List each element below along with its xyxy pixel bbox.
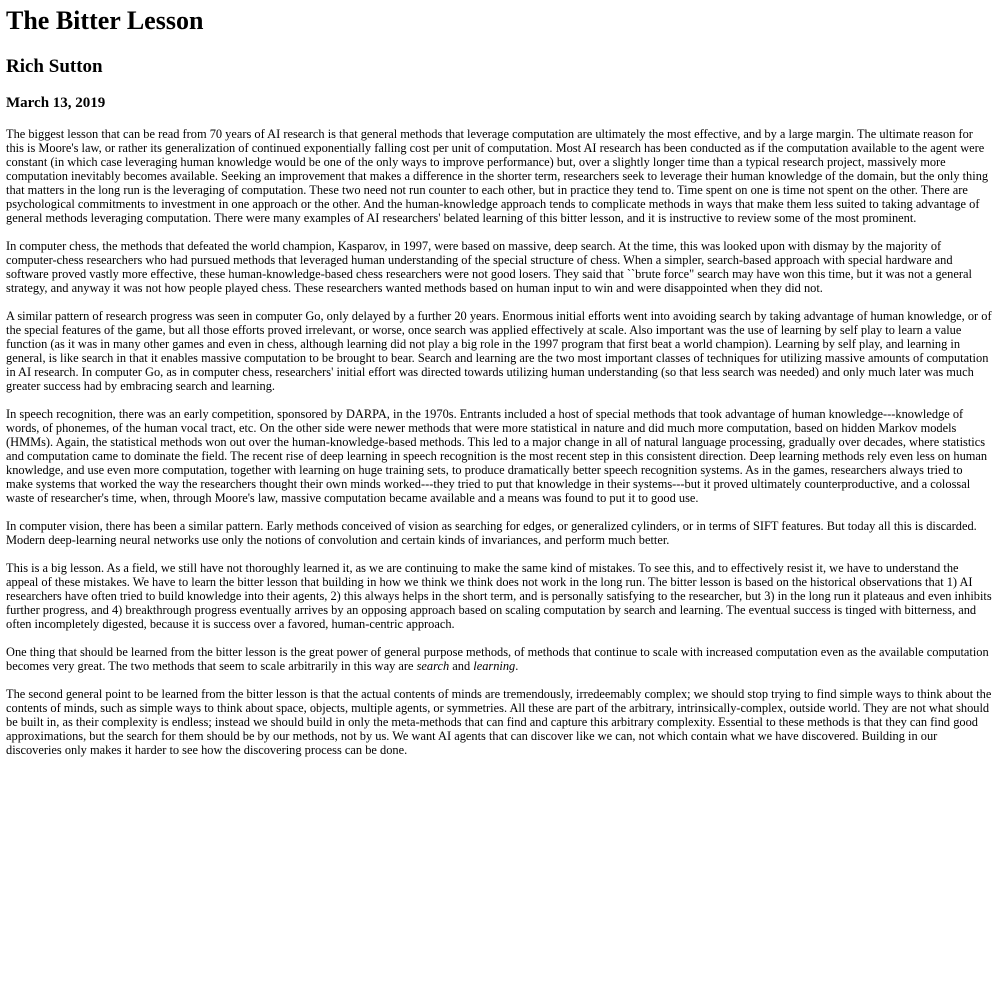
paragraph-3: A similar pattern of research progress was seen in computer Go, only delayed by a further 20 years. Enormous initial efforts went into avoiding search by taking advantage of human knowledge, or of the special features of the game, but all those efforts proved irrelevant, or worse, once search was applied effectively at scale. Also important was the use of learning by self play to learn a value function (as it was in many other games and even in chess, although learning did not play a big role in the 1997 program that first beat a world champion). Learning by self play, and learning in general, is like search in that it enables massive computation to be brought to bear. Search and learning are the two most important classes of techniques for utilizing massive amounts of computation in AI research. In computer Go, as in computer chess, researchers' initial effort was directed towards utilizing human understanding (so that less search was needed) and only much later was much greater success had by embracing search and learning. (6, 309, 992, 393)
paragraph-7 (6, 645, 992, 673)
emphasis-search: search (416, 659, 450, 673)
paragraph-6: This is a big lesson. As a field, we still have not thoroughly learned it, as we are continuing to make the same kind of mistakes. To see this, and to effectively resist it, we have to understand the appeal of these mistakes. We have to learn the bitter lesson that building in how we think we think does not work in the long run. The bitter lesson is based on the historical observations that 1) AI researchers have often tried to build knowledge into their agents, 2) this always helps in the short term, and is personally satisfying to the researcher, but 3) in the long run it plateaus and even inhibits further progress, and 4) breakthrough progress eventually arrives by an opposing approach based on scaling computation by search and learning. The eventual success is tinged with bitterness, and often incompletely digested, because it is success over a favored, human-centric approach. (6, 561, 992, 631)
essay-title: The Bitter Lesson (6, 6, 204, 35)
paragraph-7-text: One thing that should be learned from the bitter lesson is the great power of general purpose methods, of methods that continue to scale with increased computation even as the available computation becomes very great. The two methods that seem to scale arbitrarily in this way are (6, 645, 989, 673)
author-name: Rich Sutton (6, 56, 103, 77)
paragraph-4: In speech recognition, there was an early competition, sponsored by DARPA, in the 1970s. Entrants included a host of special methods that took advantage of human knowledge---knowledge of words, of phonemes, of the human vocal tract, etc. On the other side were newer methods that were more statistical in nature and did much more computation, based on hidden Markov models (HMMs). Again, the statistical methods won out over the human-knowledge-based methods. This led to a major change in all of natural language processing, gradually over decades, where statistics and computation came to dominate the field. The recent rise of deep learning in speech recognition is the most recent step in this consistent direction. Deep learning methods rely even less on human knowledge, and use even more computation, together with learning on huge training sets, to produce dramatically better speech recognition systems. As in the games, researchers always tried to make systems that worked the way the researchers thought their own minds worked---they tried to put that knowledge in their systems---but it proved ultimately counterproductive, and a colossal waste of researcher's time, when, through Moore's law, massive computation became available and a means was found to put it to good use. (6, 407, 988, 505)
paragraph-5: In computer vision, there has been a similar pattern. Early methods conceived of vision as searching for edges, or generalized cylinders, or in terms of SIFT features. But today all this is discarded. Modern deep-learning neural networks use only the notions of convolution and certain kinds of invariances, and perform much better. (6, 519, 977, 547)
paragraph-7-end: . (515, 659, 519, 673)
paragraph-8: The second general point to be learned from the bitter lesson is that the actual contents of minds are tremendously, irredeemably complex; we should stop trying to find simple ways to think about the contents of minds, such as simple ways to think about space, objects, multiple agents, or symmetries. All these are part of the arbitrary, intrinsically-complex, outside world. They are not what should be built in, as their complexity is endless; instead we should build in only the meta-methods that can find and capture this arbitrary complexity. Essential to these methods is that they can find good approximations, but the search for them should be by our methods, not by us. We want AI agents that can discover like we can, not which contain what we have discovered. Building in our discoveries only makes it harder to see how the discovering process can be done. (6, 687, 992, 757)
emphasis-learning: learning (473, 659, 516, 673)
paragraph-1: The biggest lesson that can be read from 70 years of AI research is that general methods that leverage computation are ultimately the most effective, and by a large margin. The ultimate reason for this is Moore's law, or rather its generalization of continued exponentially falling cost per unit of computation. Most AI research has been conducted as if the computation available to the agent were constant (in which case leveraging human knowledge would be one of the only ways to improve performance) but, over a slightly longer time than a typical research project, massively more computation inevitably becomes available. Seeking an improvement that makes a difference in the shorter term, researchers seek to leverage their human knowledge of the domain, but the only thing that matters in the long run is the leveraging of computation. These two need not run counter to each other, but in practice they tend to. Time spent on one is time not spent on the other. There are psychological commitments to investment in one approach or the other. And the human-knowledge approach tends to complicate methods in ways that make them less suited to taking advantage of general methods leveraging computation. There were many examples of AI researchers' belated learning of this bitter lesson, and it is instructive to review some of the most prominent. (6, 127, 989, 225)
paragraph-2: In computer chess, the methods that defeated the world champion, Kasparov, in 1997, were based on massive, deep search. At the time, this was looked upon with dismay by the majority of computer-chess researchers who had pursued methods that leveraged human understanding of the special structure of chess. When a simpler, search-based approach with special hardware and software proved vastly more effective, these human-knowledge-based chess researchers were not good losers. They said that ``brute force" search may have won this time, but it was not a general strategy, and anyway it was not how people played chess. These researchers wanted methods based on human input to win and were disappointed when they did not. (6, 239, 972, 295)
essay-page (0, 6, 1000, 757)
paragraph-7-conjunction: and (449, 659, 474, 673)
publication-date: March 13, 2019 (6, 95, 106, 111)
